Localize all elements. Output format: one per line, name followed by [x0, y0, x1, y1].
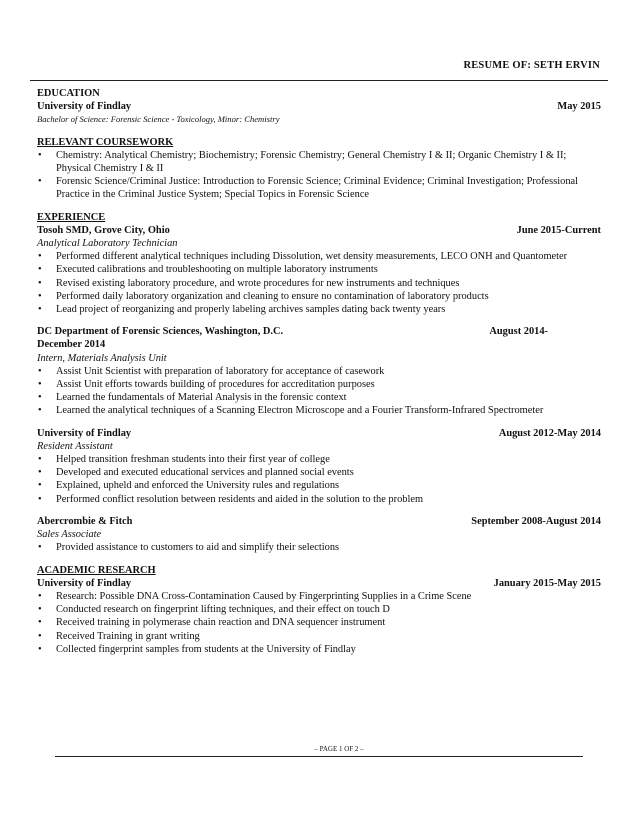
job-entry: [37, 224, 601, 316]
research-bullet: • Research: Possible DNA Cross-Contamination Caused by Fingerprinting Supplies in a Crime Scene: [37, 590, 601, 603]
job-role: Analytical Laboratory Technician: [37, 238, 178, 250]
research-section: [37, 564, 601, 656]
job-date-continued: December 2014: [37, 339, 106, 351]
job-bullets: [37, 365, 601, 418]
job-bullet: • Performed conflict resolution between residents and aided in the solution to the problem: [37, 493, 601, 506]
job-role: Resident Assistant: [37, 440, 113, 452]
footer-divider: [55, 756, 583, 757]
education-school: University of Findlay: [37, 101, 132, 113]
job-bullet: • Learned the fundamentals of Material Analysis in the forensic context: [37, 391, 601, 404]
job-entry: [37, 325, 601, 417]
job-bullet: • Performed different analytical techniques including Dissolution, wet density measurements, LECO ONH and Quantometer: [37, 250, 601, 263]
education-school-row: [37, 100, 601, 113]
research-bullet: • Received training in polymerase chain reaction and DNA sequencer instrument: [37, 616, 601, 629]
job-role: Intern, Materials Analysis Unit: [37, 352, 167, 364]
coursework-section: [37, 136, 601, 202]
job-date: August 2014-: [489, 326, 548, 338]
job-bullet: • Assist Unit efforts towards building of procedures for accreditation purposes: [37, 378, 601, 391]
job-entry: [37, 427, 601, 506]
experience-heading: EXPERIENCE: [37, 211, 106, 223]
job-bullet: • Explained, upheld and enforced the University rules and regulations: [37, 479, 601, 492]
job-bullet: • Developed and executed educational services and planned social events: [37, 466, 601, 479]
job-role: Sales Associate: [37, 529, 102, 541]
job-org: Abercrombie & Fitch: [37, 515, 133, 527]
job-org: DC Department of Forensic Sciences, Washington, D.C.: [37, 326, 284, 338]
resume-content: [37, 87, 601, 656]
education-degree: Bachelor of Science: Forensic Science - Toxicology, Minor: Chemistry: [37, 114, 280, 125]
job-bullet: • Learned the analytical techniques of a Scanning Electron Microscope and a Fourier Transform-Infrared Spectrometer: [37, 404, 601, 417]
job-bullet: • Revised existing laboratory procedure, and wrote procedures for new instruments and techniques: [37, 277, 601, 290]
education-section: [37, 87, 601, 127]
coursework-heading: RELEVANT COURSEWORK: [37, 136, 174, 148]
job-org-row: [37, 427, 601, 440]
research-heading: ACADEMIC RESEARCH: [37, 564, 156, 576]
job-org: Tosoh SMD, Grove City, Ohio: [37, 224, 170, 236]
coursework-list: [37, 149, 601, 202]
job-org: University of Findlay: [37, 427, 132, 439]
job-bullet: • Helped transition freshman students into their first year of college: [37, 453, 601, 466]
job-bullet: • Executed calibrations and troubleshooting on multiple laboratory instruments: [37, 263, 601, 276]
education-date: May 2015: [557, 101, 601, 113]
research-bullets: [37, 590, 601, 656]
job-org-row: [37, 515, 601, 528]
coursework-item: • Forensic Science/Criminal Justice: Introduction to Forensic Science; Criminal Evidence; Criminal Investigation; Professional Practice in the Criminal Justice System; Special Topics in Forensic Science: [37, 175, 601, 201]
job-bullet: • Provided assistance to customers to aid and simplify their selections: [37, 541, 601, 554]
job-bullet: • Lead project of reorganizing and properly labeling archives samples dating back twenty years: [37, 303, 601, 316]
job-bullets: [37, 453, 601, 506]
coursework-item: • Chemistry: Analytical Chemistry; Biochemistry; Forensic Chemistry; General Chemistry I & II; Organic Chemistry I & II; Physical Chemistry I & II: [37, 149, 601, 175]
experience-section: [37, 211, 601, 555]
job-org-row: [37, 224, 601, 237]
job-bullet: • Performed daily laboratory organization and cleaning to ensure no contamination of laboratory products: [37, 290, 601, 303]
header-divider: [30, 80, 608, 81]
job-date: June 2015-Current: [516, 224, 601, 236]
job-bullets: [37, 541, 601, 554]
research-bullet: • Conducted research on fingerprint lifting techniques, and their effect on touch D: [37, 603, 601, 616]
job-date: August 2012-May 2014: [498, 427, 601, 439]
research-org-row: [37, 577, 601, 590]
job-date: September 2008-August 2014: [471, 515, 601, 527]
job-org-row: [37, 325, 601, 338]
research-bullet: • Collected fingerprint samples from students at the University of Findlay: [37, 643, 601, 656]
job-entry: [37, 515, 601, 555]
research-org: University of Findlay: [37, 577, 132, 589]
resume-header-title: RESUME OF: SETH ERVIN: [463, 60, 600, 71]
page-number: – PAGE 1 OF 2 –: [314, 745, 364, 753]
job-bullets: [37, 250, 601, 316]
research-date: January 2015-May 2015: [493, 577, 601, 589]
job-bullet: • Assist Unit Scientist with preparation of laboratory for acceptance of casework: [37, 365, 601, 378]
research-bullet: • Received Training in grant writing: [37, 630, 601, 643]
education-heading: EDUCATION: [37, 88, 100, 99]
